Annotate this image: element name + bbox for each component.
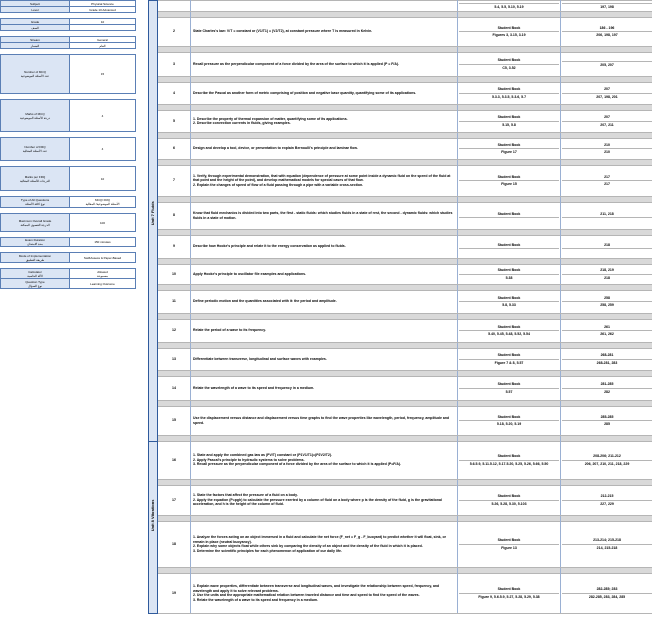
resource-line: Student Book — [497, 587, 521, 591]
page-line: 211, 218 — [600, 211, 614, 216]
outcome-number: 19 — [158, 573, 191, 613]
outcome-pages — [561, 264, 652, 284]
outcome-pages — [561, 319, 652, 342]
resource-line: Figure 7 & 8, 5.57 — [459, 359, 559, 366]
page-line: 268-281, 283 — [562, 359, 652, 366]
outcome-description: Define periodic motion and the quantities associated with it: the period and amplitude. — [191, 290, 458, 313]
page-line: 197, 198 — [562, 3, 652, 10]
page-line: 282 — [562, 388, 652, 395]
page-line: 205, 207 — [562, 61, 652, 68]
resource-line: 5.15, 5.8 — [459, 121, 559, 128]
outcome-resources — [458, 165, 561, 196]
outcome-resources — [458, 521, 561, 567]
info-row — [1, 238, 136, 247]
page-line: 214, 215-218 — [562, 544, 652, 551]
page-line: 217 — [604, 174, 610, 179]
info-label: Level — [1, 7, 70, 13]
outcome-number — [158, 1, 191, 12]
info-value: Physical Science — [70, 1, 136, 7]
outcome-resources — [458, 319, 561, 342]
outcome-number: 4 — [158, 82, 191, 104]
resource-line: 5.40, 5.45, 5.48, 5.52, 5.54 — [459, 330, 559, 337]
outcome-row — [149, 17, 652, 46]
exam-info-table — [0, 0, 136, 289]
outcome-row — [149, 110, 652, 132]
outcome-number: 7 — [158, 165, 191, 196]
outcome-row — [149, 376, 652, 400]
outcome-row — [149, 441, 652, 479]
info-label: Grade — [1, 19, 70, 25]
outcome-row — [149, 319, 652, 342]
outcome-pages — [561, 202, 652, 229]
outcome-pages — [561, 82, 652, 104]
info-row — [1, 214, 136, 232]
resource-line: Student Book — [497, 211, 521, 216]
outcome-resources — [458, 348, 561, 370]
page-line: 210 — [604, 142, 610, 147]
outcome-resources — [458, 376, 561, 400]
outcome-row — [149, 202, 652, 229]
info-value: 10 — [70, 19, 136, 25]
info-label: Number of FRQ عدد الأسئلة المقالية — [1, 138, 70, 161]
resource-line: 5.4, 5.5, 5.10, 5.19 — [459, 3, 559, 10]
info-label: المسار — [1, 43, 70, 49]
outcome-row — [149, 165, 652, 196]
page-line: 218, 219 — [600, 268, 614, 272]
info-value: MCQ/ FRQ الأسئلة الموضوعية/ المقالية — [70, 197, 136, 208]
info-label: Marks per FRQ الدرجات للأسئلة المقالية — [1, 167, 70, 191]
learning-outcomes-table — [148, 0, 652, 614]
resource-line: Student Book — [497, 87, 521, 91]
info-value: Learning Outcome — [70, 279, 136, 289]
info-row — [1, 269, 136, 279]
page-line: 207, 198, 201 — [562, 93, 652, 100]
page-line: 258 — [604, 295, 610, 300]
resource-line: 5.38 — [459, 274, 559, 281]
outcome-description: 1. State the factors that affect the pressure of a fluid on a body. 2. Apply the equation (P=pgh) to calculate the pressure exerted by a column of fluid on a body where p is the density of the fluid, g is the gravitational acceleration, and h is the height of the column of fluid. — [191, 485, 458, 515]
info-label: Maximum Overall Grade الدرجة القصوى الممكنة — [1, 214, 70, 232]
resource-line: Student Book — [497, 268, 521, 272]
resource-line — [459, 217, 559, 219]
outcome-row — [149, 406, 652, 435]
unit-label: Unit 7 Fluids — [149, 200, 155, 225]
info-label: Mode of Implementation طريقة التطبيق — [1, 253, 70, 263]
resource-line: Figure 17 — [459, 148, 559, 155]
outcome-pages — [561, 348, 652, 370]
outcome-description: 1. State and apply the combined gas law as (PV/T) constant or (P1V1/T1)=(P2V2/T2). 2. Apply Pascal's principle to hydraulic systems to solve problems. 3. Recall pressure as the perpendicular component of a force divided by the area of the surface to which it is applied (P=F/A). — [191, 441, 458, 479]
outcome-description: Design and develop a tool, device, or presentation to explain Bernoulli's principle and laminar flow. — [191, 138, 458, 159]
info-row — [1, 167, 136, 191]
info-value: General — [70, 37, 136, 43]
page-line: 217 — [562, 180, 652, 187]
page-line: 208-206; 211-212 — [593, 454, 621, 458]
outcome-description: Recall pressure as the perpendicular component of a force divided by the area of the surface to which it is applied (P = F/A). — [191, 52, 458, 76]
outcome-description: Describe the Pascal as another form of metric comprising of position and negative base quantity, quantifying some of its applications. — [191, 82, 458, 104]
outcome-resources — [458, 235, 561, 258]
outcome-pages — [561, 573, 652, 613]
outcome-row — [149, 485, 652, 515]
outcome-pages — [561, 406, 652, 435]
resource-line: Figures 3, 3.15, 3.19 — [459, 31, 559, 38]
info-row — [1, 197, 136, 208]
outcome-number: 17 — [158, 485, 191, 515]
page-line — [562, 217, 652, 219]
outcome-resources — [458, 52, 561, 76]
outcome-pages — [561, 110, 652, 132]
info-row — [1, 100, 136, 132]
page-line: 207 — [604, 115, 610, 119]
outcome-row — [149, 290, 652, 313]
page-line: 206, 198, 197 — [562, 31, 652, 38]
outcome-number: 8 — [158, 202, 191, 229]
page-line: 206, 207, 210, 211, 218, 229 — [562, 460, 652, 467]
outcome-description: Apply Hooke's principle to oscillator file examples and applications. — [191, 264, 458, 284]
outcome-pages — [561, 521, 652, 567]
page-line: 212-215 — [600, 494, 614, 498]
page-line: 282-285, 283, 284, 285 — [562, 593, 652, 600]
info-label: Number of MCQ عدد الأسئلة الموضوعية — [1, 55, 70, 94]
resource-line: Student Book — [497, 414, 521, 419]
outcome-number: 6 — [158, 138, 191, 159]
info-value: 4 — [70, 100, 136, 132]
outcome-resources — [458, 1, 561, 12]
unit-label-cell — [149, 1, 158, 442]
outcome-description: 1. Verify, through experimental demonstration, that with equation (dependence of pressure at some point inside a dynamic fluid on the speed of the fluid at that point and the height of the point), and develop mathematical models for special cases of that flow. 2. Explain the changes of speed of flow of a fluid passing through a pipe with a variable cross-section. — [191, 165, 458, 196]
info-label: Calculator الآلة الحاسبة — [1, 269, 70, 279]
page-line: 285 — [562, 420, 652, 427]
page-line: 258, 259 — [562, 301, 652, 308]
unit-label: Unit 8 Vibrations — [149, 499, 155, 531]
page-line: 218 — [604, 242, 610, 247]
outcome-description: Differentiate between transverse, longitudinal and surface waves with examples. — [191, 348, 458, 370]
resource-line: 5.8, 5.33 — [459, 301, 559, 308]
resource-line: C5, 3.52 — [459, 64, 559, 71]
outcome-pages — [561, 17, 652, 46]
resource-line: Figure 9, 5.6.5.9, 5.27, 5.28, 5.29, 5.38 — [459, 593, 559, 600]
resource-line: Student Book — [497, 174, 521, 179]
outcome-resources — [458, 17, 561, 46]
outcome-description: Relate the wavelength of a wave to its speed and frequency in a medium. — [191, 376, 458, 400]
resource-line: Student Book — [497, 25, 521, 30]
outcome-resources — [458, 202, 561, 229]
info-value: Allowed مسموحة — [70, 269, 136, 279]
page-line: 227, 229 — [562, 500, 652, 507]
outcome-pages — [561, 52, 652, 76]
page-line: 285-285 — [600, 414, 614, 419]
resource-line: Student Book — [497, 115, 521, 119]
info-row — [1, 138, 136, 161]
outcome-resources — [458, 110, 561, 132]
resource-line: Student Book — [497, 454, 521, 458]
outcome-row — [149, 264, 652, 284]
outcome-number: 3 — [158, 52, 191, 76]
info-row — [1, 279, 136, 289]
resource-line: Figure 13 — [459, 544, 559, 551]
page-line: 207 — [604, 87, 610, 91]
outcome-resources — [458, 485, 561, 515]
resource-line: 5.26, 5.28, 5.30, 5.103 — [459, 500, 559, 507]
outcome-resources — [458, 573, 561, 613]
resource-line: Student Book — [497, 324, 521, 329]
resource-line: 5.57 — [459, 388, 559, 395]
page-line: 186 - 196 — [599, 25, 615, 30]
resource-line: Student Book — [497, 242, 521, 247]
info-label: Question Type نوع السؤال — [1, 279, 70, 289]
resource-line: Student Book — [497, 353, 521, 357]
outcome-resources — [458, 82, 561, 104]
page-line: 218 — [562, 274, 652, 281]
page-line: 268-281 — [600, 353, 614, 357]
page-line: 207, 211 — [562, 121, 652, 128]
outcome-pages — [561, 376, 652, 400]
info-label: Type of All Questions نوع كافة الأسئلة — [1, 197, 70, 208]
resource-line — [459, 248, 559, 250]
info-value: 15 — [70, 55, 136, 94]
page-line: 210 — [562, 148, 652, 155]
outcome-number: 12 — [158, 319, 191, 342]
info-value: 4 — [70, 138, 136, 161]
outcome-resources — [458, 264, 561, 284]
info-value: SwiftAssess & Paper-Based — [70, 253, 136, 263]
outcome-number: 5 — [158, 110, 191, 132]
unit-label-cell — [149, 441, 158, 613]
outcome-pages — [561, 290, 652, 313]
outcome-row — [149, 521, 652, 567]
outcome-number: 10 — [158, 264, 191, 284]
info-label: Subject — [1, 1, 70, 7]
info-label: الصف — [1, 25, 70, 31]
outcome-row — [149, 235, 652, 258]
outcome-number: 2 — [158, 17, 191, 46]
resource-line: Student Book — [497, 142, 521, 147]
outcome-number: 11 — [158, 290, 191, 313]
info-label: Marks of MCQ درجة الأسئلة الموضوعية — [1, 100, 70, 132]
outcome-description: Describe how Hooke's principle and relate it to the energy conservation as applied to fluids. — [191, 235, 458, 258]
outcome-description: State Charles's law: V/T = constant or (V1/T1) = (V2/T2), at constant pressure where T is measured in Kelvin. — [191, 17, 458, 46]
outcome-description: 1. Analyze the forces acting on an object immersed in a fluid and calculate the net force (F_net = F_g - F_buoyant) to predict whether it will float, sink, or remain in place (neutral buoyancy). 2. Explain why some objects float while others sink by comparing the density of an object and the density of the fluid in which it is placed. 3. Determine the scientific principles for each phenomenon of application of our daily life. — [191, 521, 458, 567]
outcome-pages — [561, 165, 652, 196]
resource-line: Student Book — [497, 494, 521, 498]
resource-line: Student Book — [497, 538, 521, 542]
page-line — [562, 248, 652, 250]
outcome-resources — [458, 441, 561, 479]
outcome-row — [149, 52, 652, 76]
outcome-pages — [561, 235, 652, 258]
outcome-number: 18 — [158, 521, 191, 567]
outcome-description: Use the displacement versus distance and displacement versus time graphs to find the wave properties like wavelength, period, frequency, amplitude and speed. — [191, 406, 458, 435]
resource-line: 5.6.5.9, 5.11.5.12, 5.17.5.20, 5.25, 5.26, 5.66, 5.50 — [459, 460, 559, 467]
outcome-row — [149, 138, 652, 159]
outcome-resources — [458, 406, 561, 435]
outcome-description — [191, 1, 458, 12]
info-value: 150 minutes — [70, 238, 136, 247]
info-row — [1, 253, 136, 263]
info-label: Exam Duration مدة الامتحان — [1, 238, 70, 247]
outcome-number: 15 — [158, 406, 191, 435]
info-label: Stream — [1, 37, 70, 43]
page-line: 213-214; 215-218 — [593, 538, 621, 542]
outcome-row — [149, 348, 652, 370]
page-line: 261 — [604, 324, 610, 329]
outcome-description: Know that fluid mechanics is divided into two parts, the first - static fluids: which studies fluids in a state of rest, the second - dynamic fluids: which studies fluids in a state of motion. — [191, 202, 458, 229]
outcome-number: 9 — [158, 235, 191, 258]
page-line: 281-285 — [600, 382, 614, 386]
info-value: Grade 10 Advanced — [70, 7, 136, 13]
outcome-pages — [561, 485, 652, 515]
info-row — [1, 55, 136, 94]
resource-line: Figure 15 — [459, 180, 559, 187]
outcome-number: 16 — [158, 441, 191, 479]
resource-line: Student Book — [497, 295, 521, 300]
outcome-row — [149, 1, 652, 12]
resource-line: Student Book — [497, 58, 521, 62]
outcome-pages — [561, 441, 652, 479]
outcome-row — [149, 82, 652, 104]
outcome-description: 1. Describe the property of thermal expansion of matter, quantifying some of its applications. 2. Describe convection currents in fluids, giving examples. — [191, 110, 458, 132]
info-value: 10 — [70, 167, 136, 191]
outcome-resources — [458, 290, 561, 313]
info-value: العام — [70, 43, 136, 49]
outcome-description: Relate the period of a wave to its frequency. — [191, 319, 458, 342]
outcome-description: 1. Explain wave properties, differentiate between transverse and longitudinal waves, and investigate the relationship between speed, frequency, and wavelength and apply it to solve relevant problems. 2. Use the units and the appropriate mathematical relation between traveled distance and time and speed to find the speed of the waves. 3. Relate the wavelength of a wave to its speed and frequency in a medium. — [191, 573, 458, 613]
info-value: 100 — [70, 214, 136, 232]
page-line: 261, 262 — [562, 330, 652, 337]
outcome-number: 13 — [158, 348, 191, 370]
outcome-pages — [561, 138, 652, 159]
outcome-number: 14 — [158, 376, 191, 400]
outcome-resources — [458, 138, 561, 159]
resource-line: 5.3.3, 5.3.5, 5.3.6, 5.7 — [459, 93, 559, 100]
resource-line: 5.18, 5.20, 5.19 — [459, 420, 559, 427]
resource-line: Student Book — [497, 382, 521, 386]
page-line: 282-285; 283 — [596, 587, 618, 591]
outcome-row — [149, 573, 652, 613]
outcome-pages — [561, 1, 652, 12]
